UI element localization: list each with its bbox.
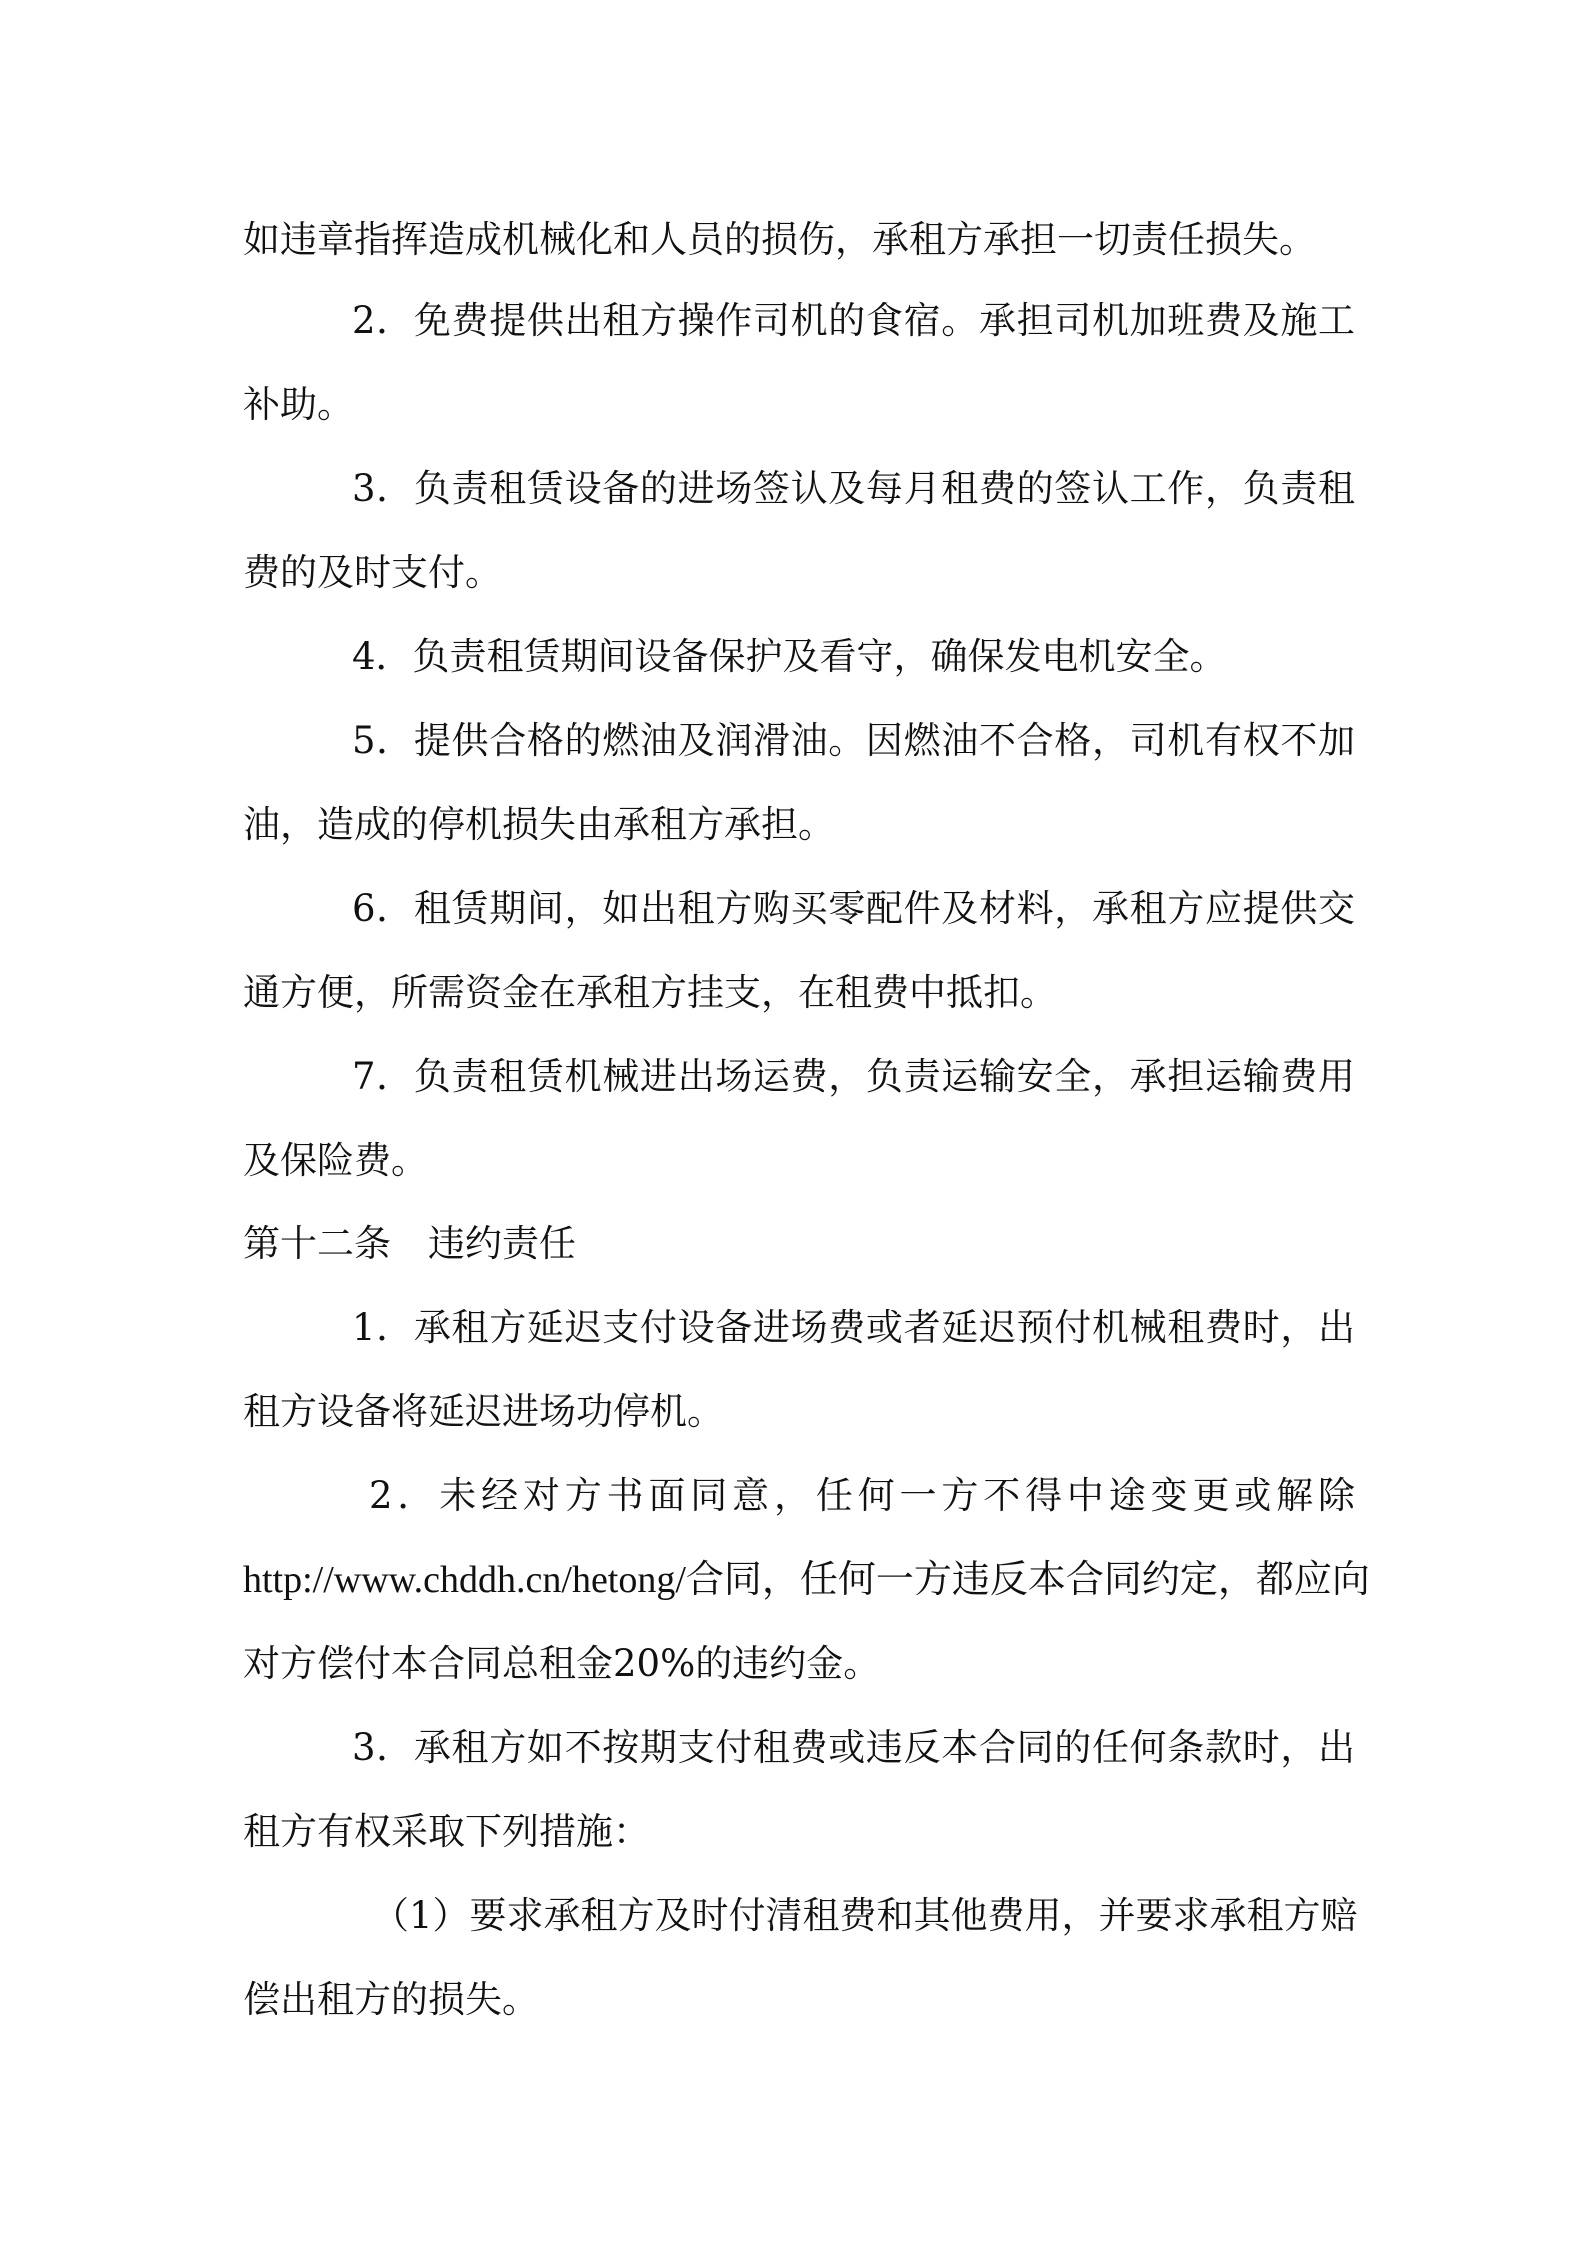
liability-1-line-1: 1．承租方延迟支付设备进场费或者延迟预付机械租费时，出 (352, 1306, 1355, 1349)
clause-3-line-2: 费的及时支付。 (243, 551, 502, 594)
liability-2-line-3: 对方偿付本合同总租金20%的违约金。 (243, 1642, 881, 1685)
clause-6-line-2: 通方便，所需资金在承租方挂支，在租费中抵扣。 (243, 971, 1057, 1014)
clause-6-line-1: 6．租赁期间，如出租方购买零配件及材料，承租方应提供交 (352, 887, 1355, 930)
clause-4-line-1: 4．负责租赁期间设备保护及看守，确保发电机安全。 (352, 635, 1227, 678)
clause-5-line-1: 5．提供合格的燃油及润滑油。因燃油不合格，司机有权不加 (352, 719, 1355, 762)
liability-2-line-1: 2．未经对方书面同意，任何一方不得中途变更或解除 (369, 1474, 1355, 1517)
clause-7-line-1: 7．负责租赁机械进出场运费，负责运输安全，承担运输费用 (352, 1055, 1355, 1098)
measure-1-line-2: 偿出租方的损失。 (243, 1978, 539, 2021)
measure-1-line-1: （1）要求承租方及时付清租费和其他费用，并要求承租方赔 (372, 1894, 1358, 1937)
liability-3-line-2: 租方有权采取下列措施： (243, 1810, 650, 1853)
clause-5-line-2: 油，造成的停机损失由承租方承担。 (243, 803, 835, 846)
clause-2-line-2: 补助。 (243, 383, 354, 426)
paragraph-line: 如违章指挥造成机械化和人员的损伤，承租方承担一切责任损失。 (243, 218, 1316, 261)
clause-3-line-1: 3．负责租赁设备的进场签认及每月租费的签认工作，负责租 (352, 467, 1355, 510)
article-12-heading: 第十二条 违约责任 (243, 1222, 576, 1265)
clause-7-line-2: 及保险费。 (243, 1139, 428, 1182)
clause-2-line-1: 2．免费提供出租方操作司机的食宿。承担司机加班费及施工 (352, 299, 1355, 342)
liability-3-line-1: 3．承租方如不按期支付租费或违反本合同的任何条款时，出 (352, 1726, 1355, 1769)
liability-1-line-2: 租方设备将延迟进场功停机。 (243, 1390, 724, 1433)
liability-2-line-2: http://www.chddh.cn/hetong/合同，任何一方违反本合同约定，都应向 (243, 1559, 1370, 1601)
